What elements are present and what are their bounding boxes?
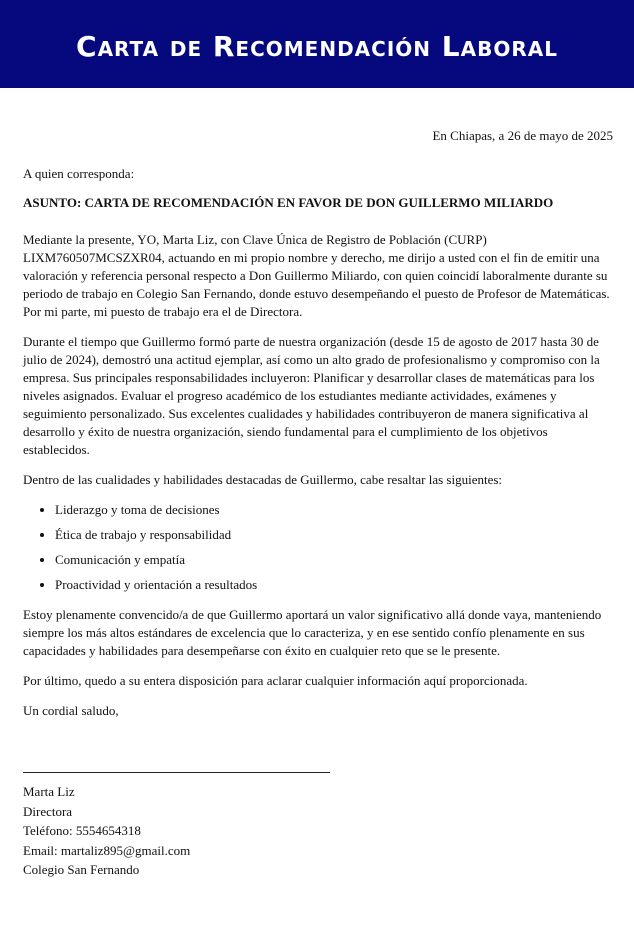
paragraph-qualities-intro: Dentro de las cualidades y habilidades destacadas de Guillermo, cabe resaltar las siguientes: [23, 472, 503, 487]
letter-greeting: A quien corresponda: [23, 166, 135, 181]
list-item: • Liderazgo y toma de decisiones [55, 501, 613, 519]
letter-closing: Un cordial saludo, [23, 703, 119, 718]
letter-subject: ASUNTO: CARTA DE RECOMENDACIÓN EN FAVOR DE DON GUILLERMO MILIARDO [23, 195, 554, 210]
paragraph-conviction: Estoy plenamente convencido/a de que Guillermo aportará un valor significativo allá donde vaya, manteniendo siempre los más altos estándares de excelencia que lo caracteriza, y en ese sentido confío plenamente en sus capacidades y habilidades para desempeñarse con éxito en cualquier reto que se le presente. [23, 607, 602, 658]
signer-name: Marta Liz [23, 784, 75, 799]
signer-role: Directora [23, 803, 73, 819]
signer-phone: Teléfono: 5554654318 [23, 823, 141, 838]
list-item: • Comunicación y empatía [55, 551, 613, 569]
qualities-list [23, 501, 613, 594]
list-item: • Proactividad y orientación a resultados [55, 576, 613, 594]
page-title: Carta de Recomendación Laboral [76, 29, 558, 63]
letter-date: En Chiapas, a 26 de mayo de 2025 [432, 128, 613, 143]
signer-organization: Colegio San Fernando [23, 862, 140, 877]
header-banner [0, 0, 634, 88]
signature-line [23, 772, 330, 773]
paragraph-introduction: Mediante la presente, YO, Marta Liz, con Clave Única de Registro de Población (CURP) LIXM760507MCSZXR04, actuando en mi propio nombre y derecho, me dirijo a usted con el fin de emitir una valoración y referencia personal respecto a Don Guillermo Miliardo, con quien coincidí laboralmente durante su periodo de trabajo en Colegio San Fernando, donde estuvo desempeñando el puesto de Profesor de Matemáticas. Por mi parte, mi puesto de trabajo era el de Directora. [23, 232, 610, 319]
signature-block [23, 782, 613, 880]
list-item: • Ética de trabajo y responsabilidad [55, 526, 613, 544]
paragraph-responsibilities: Durante el tiempo que Guillermo formó parte de nuestra organización (desde 15 de agosto de 2017 hasta 30 de julio de 2024), demostró una actitud ejemplar, así como un alto grado de profesionalismo y compromiso con la empresa. Sus principales responsabilidades incluyeron: Planificar y desarrollar clases de matemáticas para los niveles asignados. Evaluar el progreso académico de los estudiantes mediante actividades, exámenes y seguimiento personalizado. Sus excelentes cualidades y habilidades contribuyeron de manera significativa al desarrollo y éxito de nuestra organización, siendo fundamental para el cumplimiento de los objetivos establecidos. [23, 334, 600, 457]
signer-email: Email: martaliz895@gmail.com [23, 842, 191, 858]
letter-body [23, 120, 613, 880]
paragraph-availability: Por último, quedo a su entera disposición para aclarar cualquier información aquí proporcionada. [23, 673, 528, 688]
